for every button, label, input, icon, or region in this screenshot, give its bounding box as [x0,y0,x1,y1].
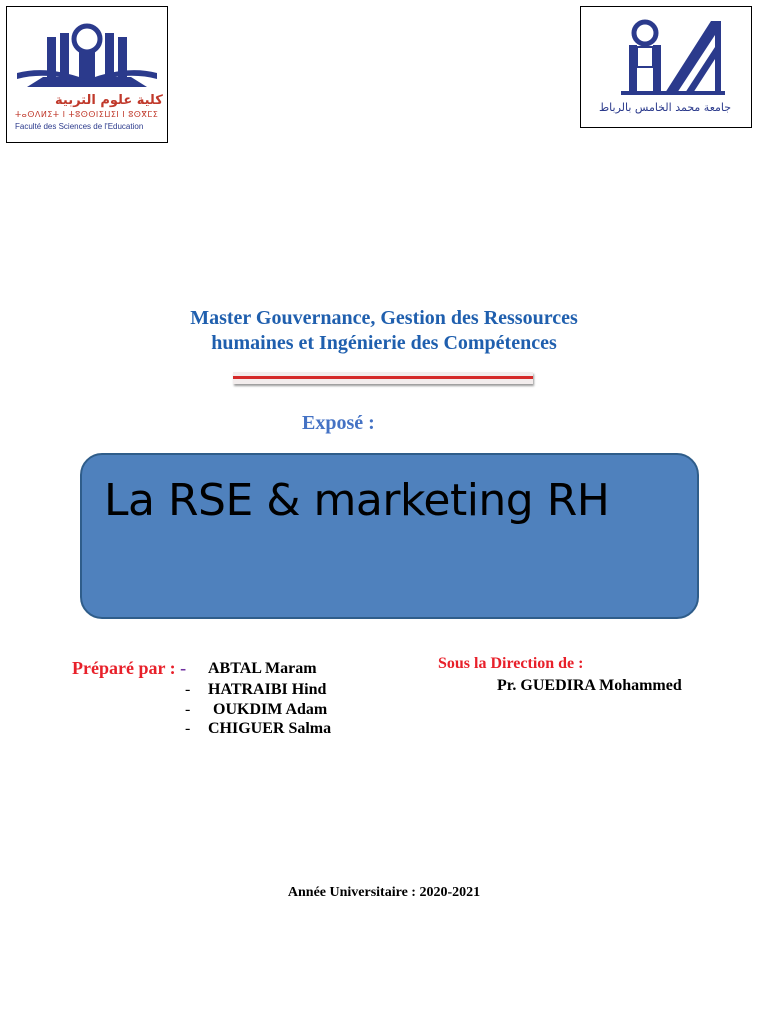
master-program-title [0,306,768,356]
author-dash: - [185,720,191,737]
faculty-name-tifinagh: ⵜⴰⵙⴷⵍⵉⵜ ⵏ ⵜⵓⵙⵙⵏⵉⵡⵉⵏ ⵏ ⵓⵙⴳⵎⵉ [15,110,159,119]
author-name: ABTAL Maram [208,660,317,677]
university-logo [580,6,752,128]
presentation-title: La RSE & marketing RH [104,475,610,526]
section-divider [233,372,533,384]
faculty-name-french: Faculté des Sciences de l'Education [15,122,144,131]
master-title-line-1: Master Gouvernance, Gestion des Ressources [190,307,578,329]
prepared-by-text: Préparé par : [72,658,176,678]
direction-label: Sous la Direction de : [438,655,584,672]
title-box [80,453,699,619]
professor-name: Pr. GUEDIRA Mohammed [497,677,682,694]
faculty-name-arabic: كلية علوم التربية [55,93,163,108]
faculty-logo [6,6,168,143]
author-name: OUKDIM Adam [213,701,328,718]
author-dash: - [185,681,191,698]
university-name-arabic: جامعة محمد الخامس بالرباط [599,101,732,114]
expose-label: Exposé : [302,412,375,434]
master-title-line-2: humaines et Ingénierie des Compétences [211,332,557,354]
author-name: HATRAIBI Hind [208,681,327,698]
prepared-by-dash: - [180,658,187,678]
author-name: CHIGUER Salma [208,720,332,737]
academic-year: Année Universitaire : 2020-2021 [287,885,481,900]
author-dash: - [185,701,191,718]
prepared-by-label [72,658,186,679]
